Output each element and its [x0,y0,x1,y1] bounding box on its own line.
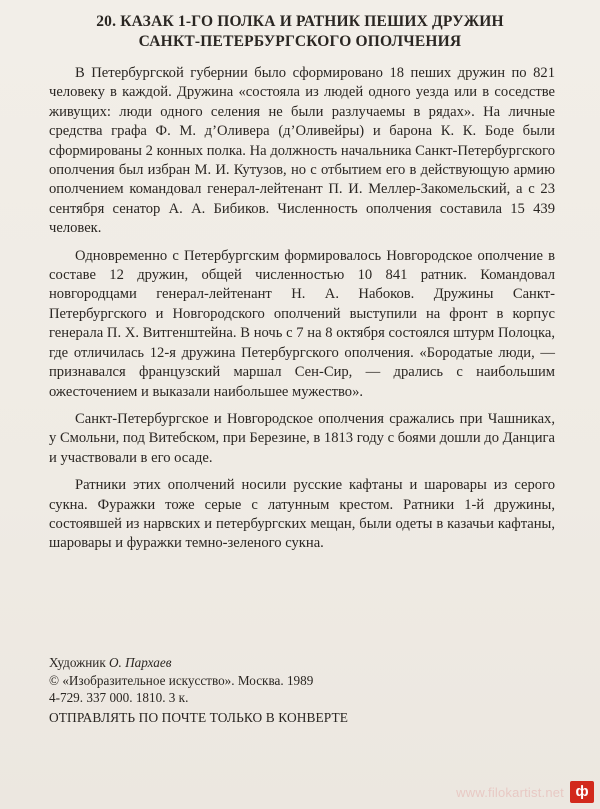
paragraph: Ратники этих ополчений носили русские кафтаны и шаровары из серого сукна. Фуражки тоже серые с латунным крестом. Ратники 1-й дружины, состоявшей из нарвских и петербургских мещан, были одеты в казачьи кафтаны, шаровары и фуражки темно-зеленого сукна. [49,477,555,552]
paragraph: Одновременно с Петербургским формировалось Новгородское ополчение в составе 12 дружин, общей численностью 10 841 ратник. Командовал новгородцами генерал-лейтенант Н. А. Набоков. Дружины Санкт-Петербургского и Новгородского ополчений выступили на фронт в корпус генерала П. Х. Витгенштейна. В ночь с 7 на 8 октября состоялся штурм Полоцка, где отличилась 12-я дружина Петербургского ополчения. «Бородатые люди, — признавался французский маршал Сен-Сир, — дрались с наибольшим ожесточением и выказали наибольшее мужество». [49,247,555,400]
paragraph: Санкт-Петербургское и Новгородское ополчения сражались при Чашниках, у Смольни, под Витебском, при Березине, в 1813 году с боями дошли до Данцига и участвовали в его осаде. [49,410,555,466]
watermark-logo-icon: ф [570,781,594,803]
watermark-url[interactable]: www.filokartist.net [456,784,564,800]
title-line-2: САНКТ-ПЕТЕРБУРГСКОГО ОПОЛЧЕНИЯ [138,33,462,50]
mailing-notice: ОТПРАВЛЯТЬ ПО ПОЧТЕ ТОЛЬКО В КОНВЕРТЕ [49,710,349,725]
paragraph: В Петербургской губернии было сформировано 18 пеших дружин по 821 человеку в каждой. Дружина «состояла из людей одного уезда или в соседстве живущих: люди одного селения не были разлучаемы в рядах». На личные средства графа Ф. М. д’Оливера (д’Оливейры) и барона К. К. Боде были сформированы 2 конных полка. На должность начальника Санкт-Петербургского ополчения был избран М. И. Кутузов, но с отбытием его в действующую армию ополчением командовал генерал-лейтенант П. И. Меллер-Закомельский, а с 23 сентября сенатор А. А. Бибиков. Численность ополчения составила 15 439 человек. [49,65,555,237]
artist-label: Художник [49,655,106,670]
title-line-1: 20. КАЗАК 1-ГО ПОЛКА И РАТНИК ПЕШИХ ДРУЖИН [96,13,504,30]
credits [49,654,549,707]
article-body [49,64,555,562]
page-title [40,12,560,52]
artist-name: О. Пархаев [109,655,172,670]
print-code-line: 4-729. 337 000. 1810. 3 к. [49,690,189,705]
watermark [456,781,594,803]
publisher-line: © «Изобразительное искусство». Москва. 1989 [49,672,314,688]
artist-line [49,654,549,672]
